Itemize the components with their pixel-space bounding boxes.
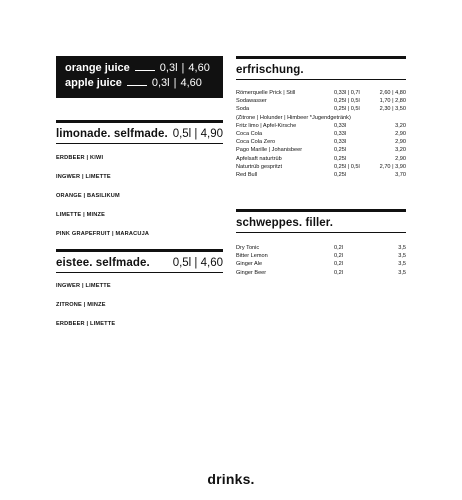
- item-name: Apfelsaft naturtrüb: [236, 155, 282, 162]
- list-item: INGWER | LIMETTE: [56, 283, 111, 289]
- item-volume: 0,2l: [334, 253, 344, 260]
- schweppes-price-table: [236, 244, 406, 277]
- separator: |: [181, 62, 185, 74]
- table-row: [236, 89, 406, 97]
- juice-price: 4,60: [180, 77, 202, 89]
- juice-volume: 0,3l: [159, 62, 178, 74]
- item-price: 2,70 | 3,90: [379, 163, 406, 170]
- section-header: [236, 212, 406, 232]
- section-header: [56, 252, 223, 272]
- juice-row-orange: [65, 61, 215, 76]
- item-name: Coca Cola: [236, 130, 263, 137]
- table-row: [236, 122, 406, 130]
- table-row: [236, 97, 406, 105]
- item-price: 2,90: [395, 139, 406, 146]
- item-volume: 0,25l | 0,5l: [334, 106, 360, 113]
- list-item: PINK GRAPEFRUIT | MARACUJA: [56, 231, 150, 237]
- item-volume: 0,33l: [334, 139, 347, 146]
- item-volume: 0,2l: [334, 245, 344, 251]
- section-title: erfrischung.: [236, 64, 304, 76]
- table-row: [236, 163, 406, 171]
- schweppes-section: [236, 209, 406, 233]
- erfrischung-price-table: [236, 89, 406, 179]
- item-volume: 0,2l: [334, 261, 344, 268]
- limonade-flavor-list: [56, 154, 149, 249]
- item-price: 3,20: [395, 147, 406, 154]
- juice-box: [56, 56, 223, 98]
- section-title: schweppes. filler.: [236, 217, 334, 229]
- table-row: [236, 146, 406, 154]
- item-name: Dry Tonic: [236, 245, 260, 251]
- item-volume: 0,2l: [334, 269, 344, 276]
- table-row: [236, 269, 406, 277]
- item-price: 2,90: [395, 130, 406, 137]
- item-name: Bitter Lemon: [236, 253, 268, 260]
- list-item: ZITRONE | MINZE: [56, 302, 106, 308]
- item-price: 3,5: [398, 269, 406, 276]
- item-price: 3,5: [398, 253, 406, 260]
- item-price: 2,60 | 4,80: [379, 90, 406, 96]
- divider: [56, 272, 223, 273]
- limonade-section: [56, 120, 223, 144]
- eistee-flavor-list: [56, 282, 115, 339]
- table-row: [236, 244, 406, 252]
- item-name: Ginger Beer: [236, 269, 267, 276]
- list-item: ERDBEER | KIWI: [56, 155, 104, 161]
- juice-name: orange juice: [65, 62, 130, 74]
- item-volume: 0,33l | 0,7l: [334, 90, 360, 96]
- section-title: eistee. selfmade.: [56, 257, 150, 269]
- list-item: ERDBEER | LIMETTE: [56, 321, 116, 327]
- divider: [236, 79, 406, 80]
- juice-price: 4,60: [188, 62, 210, 74]
- dotted-leader: [127, 85, 147, 86]
- item-volume: 0,25l: [334, 147, 347, 154]
- table-row: [236, 155, 406, 163]
- table-row: [236, 252, 406, 260]
- item-volume: 0,33l: [334, 122, 347, 129]
- separator: |: [173, 77, 177, 89]
- item-volume: 0,25l | 0,5l: [334, 98, 360, 105]
- item-name: Ginger Ale: [236, 261, 263, 268]
- section-price: 0,5l | 4,60: [172, 257, 223, 269]
- table-row: [236, 171, 406, 179]
- erfrischung-section: [236, 56, 406, 80]
- juice-name: apple juice: [65, 77, 122, 89]
- item-note: (Zitrone | Holunder | Himbeer *Jugendgetränk): [236, 114, 351, 121]
- item-price: 3,5: [398, 261, 406, 268]
- list-item: INGWER | LIMETTE: [56, 174, 111, 180]
- section-header: [236, 59, 406, 79]
- table-row: [236, 114, 406, 122]
- item-name: Sodawasser: [236, 98, 267, 105]
- item-price: 2,30 | 3,50: [379, 106, 406, 113]
- table-row: [236, 130, 406, 138]
- table-row: [236, 105, 406, 113]
- item-name: Naturtrüb gespritzt: [236, 163, 283, 170]
- dotted-leader: [135, 70, 155, 71]
- item-price: 3,20: [395, 122, 406, 129]
- item-price: 3,70: [395, 171, 406, 178]
- table-row: [236, 260, 406, 268]
- item-volume: 0,25l: [334, 155, 347, 162]
- item-name: Römerquelle Prick | Still: [236, 90, 296, 96]
- item-name: Coca Cola Zero: [236, 139, 276, 146]
- eistee-section: [56, 249, 223, 273]
- item-price: 3,5: [398, 245, 406, 251]
- section-title: limonade. selfmade.: [56, 128, 168, 140]
- divider: [56, 143, 223, 144]
- section-price: 0,5l | 4,90: [172, 128, 223, 140]
- item-name: Soda: [236, 106, 250, 113]
- divider: [236, 232, 406, 233]
- item-price: 2,90: [395, 155, 406, 162]
- juice-volume: 0,3l: [151, 77, 170, 89]
- item-name: Fritz limo | Apfel-Kirsche: [236, 122, 297, 129]
- section-header: [56, 123, 223, 143]
- item-volume: 0,33l: [334, 130, 347, 137]
- list-item: LIMETTE | MINZE: [56, 212, 106, 218]
- table-row: [236, 138, 406, 146]
- item-volume: 0,25l: [334, 171, 347, 178]
- item-volume: 0,25l | 0,5l: [334, 163, 360, 170]
- list-item: ORANGE | BASILIKUM: [56, 193, 120, 199]
- juice-row-apple: [65, 76, 215, 91]
- item-price: 1,70 | 2,80: [379, 98, 406, 105]
- item-name: Pago Marille | Johanisbeer: [236, 147, 303, 154]
- item-name: Red Bull: [236, 171, 258, 178]
- page-title: drinks.: [207, 471, 255, 487]
